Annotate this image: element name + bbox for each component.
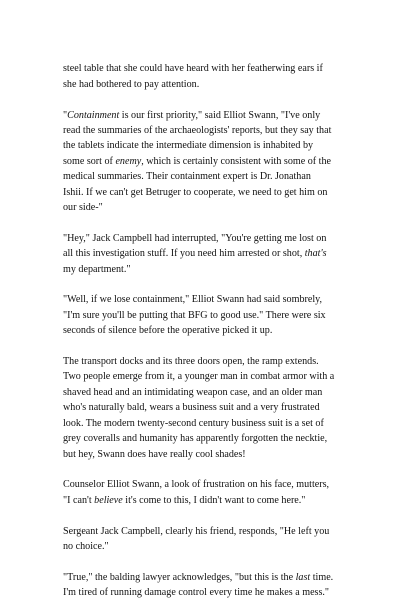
text-segment: , which is certainly consistent with some of the medical summaries. Their containment expert is Dr. Jonathan Ishii. If we can't get Betruger to cooperate, we need to get him on our side-": [63, 155, 331, 214]
text-segment: Sergeant Jack Campbell, clearly his friend, responds, "He left you no choice.": [63, 525, 330, 552]
paragraph: [63, 46, 383, 92]
italic-text-segment: that's: [304, 248, 327, 260]
text-segment: is our first priority," said Elliot Swann, "I've only read the summaries of the archaeologists' reports, but they say that the tablets indicate the intermediate dimension is inhabited by some sort of: [63, 109, 332, 167]
italic-text-segment: enemy: [115, 155, 142, 167]
text-segment: my department.": [63, 263, 131, 275]
paragraph: [63, 108, 383, 216]
paragraph: [63, 231, 383, 277]
paragraph: [63, 354, 383, 462]
text-segment: it's come to this, I didn't want to come here.": [122, 494, 306, 506]
italic-text-segment: believe: [94, 494, 123, 506]
text-segment: "Hey," Jack Campbell had interrupted, "You're getting me lost on all this investigation stuff. If you need him arrested or shot,: [63, 232, 327, 260]
paragraph: [63, 524, 383, 555]
text-segment: steel table that she could have heard with her featherwing ears if she had bothered to pay attention.: [63, 63, 323, 90]
paragraph: [63, 477, 383, 508]
text-segment: time. I'm tired of running damage control every time he makes a mess.": [63, 571, 334, 599]
paragraph: [63, 570, 383, 601]
text-segment: Counselor Elliot Swann, a look of frustration on his face, mutters, "I can't: [63, 479, 330, 506]
paragraph: [63, 292, 383, 338]
text-segment: "True," the balding lawyer acknowledges, "but this is the: [63, 571, 296, 583]
text-segment: The transport docks and its three doors open, the ramp extends. Two people emerge from it, a younger man in combat armor with a shaved head and an intimidating weapon case, and an older man who's naturally bald, wears a business suit and a very frustrated look. The modern twenty-second century business suit is a set of grey coveralls and humanity has apparently forgotten the necktie, but hey, Swann does have really cool shades!: [63, 356, 335, 460]
italic-text-segment: Containment: [67, 109, 120, 121]
document-page: [63, 46, 383, 601]
text-segment: ": [63, 109, 68, 121]
italic-text-segment: last: [295, 571, 311, 583]
text-segment: "Well, if we lose containment," Elliot Swann had said sombrely, "I'm sure you'll be putting that BFG to good use." There were six seconds of silence before the operative picked it up.: [63, 294, 326, 337]
